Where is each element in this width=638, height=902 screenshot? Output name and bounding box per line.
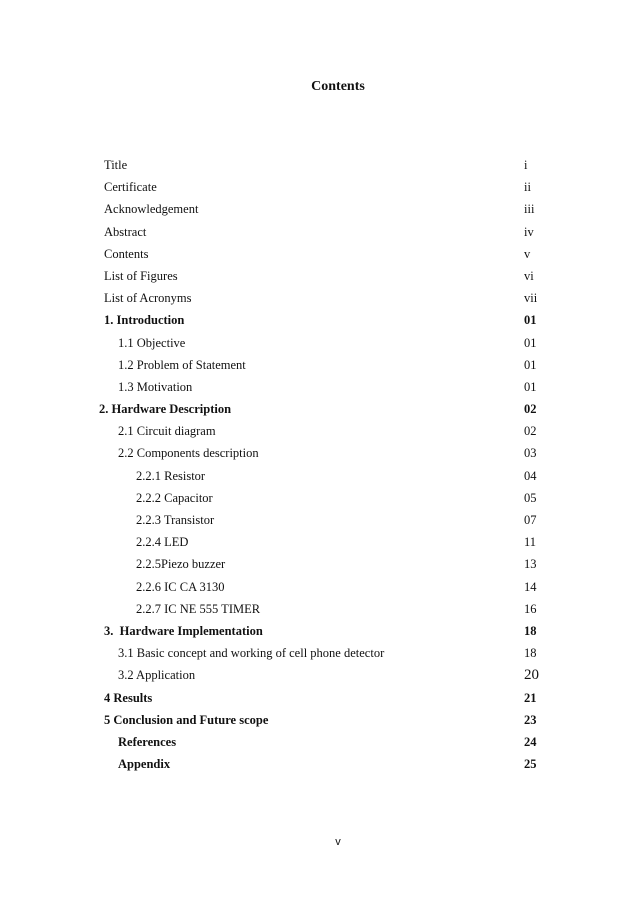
toc-entry-label: 2.2.1 Resistor <box>136 468 206 483</box>
toc-entry-label: 2.2 Components description <box>118 446 259 461</box>
toc-entry-page: iii <box>524 202 535 217</box>
toc-entry-page: 18 <box>524 646 537 661</box>
toc-entry-label: 2.2.6 IC CA 3130 <box>136 579 225 594</box>
toc-entry-acknowledgement <box>0 198 638 220</box>
toc-entry-label: 4 Results <box>104 690 153 705</box>
toc-entry-page: vi <box>524 268 534 283</box>
toc-entry-label: 3.2 Application <box>118 668 196 683</box>
toc-entry-label: 3. Hardware Implementation <box>104 623 263 638</box>
toc-entry-circuit-diagram <box>0 420 638 442</box>
toc-entry-page: 13 <box>524 557 537 572</box>
toc-entry-page: 01 <box>524 335 537 350</box>
toc-entry-appendix <box>0 753 638 775</box>
toc-entry-piezo-buzzer <box>0 553 638 575</box>
toc-entry-page: 02 <box>524 402 537 417</box>
toc-entry-references <box>0 731 638 753</box>
toc-entry-hardware-implementation <box>0 620 638 642</box>
toc-entry-page: 04 <box>524 468 537 483</box>
toc-entry-label: 1.2 Problem of Statement <box>118 357 246 372</box>
toc-entry-label: 3.1 Basic concept and working of cell phone detector <box>118 646 385 661</box>
toc-entry-transistor <box>0 509 638 531</box>
toc-entry-page: 23 <box>524 712 537 727</box>
toc-entry-contents <box>0 243 638 265</box>
toc-entry-page: 02 <box>524 424 537 439</box>
toc-entry-page: 16 <box>524 601 537 616</box>
toc-entry-page: 21 <box>524 690 537 705</box>
toc-entry-problem-of-statement <box>0 354 638 376</box>
toc-entry-capacitor <box>0 487 638 509</box>
toc-entry-led <box>0 531 638 553</box>
toc-entry-page: ii <box>524 180 531 195</box>
toc-entry-label: Acknowledgement <box>104 202 199 217</box>
toc-entry-page: 07 <box>524 513 537 527</box>
toc-entry-label: 1.1 Objective <box>118 335 186 350</box>
toc-entry-label: 2.2.3 Transistor <box>136 513 215 527</box>
toc-entry-page: vii <box>524 291 538 306</box>
toc-entry-page: 11 <box>524 535 537 550</box>
toc-entry-label: Contents <box>104 246 149 261</box>
toc-entry-label: 2.2.2 Capacitor <box>136 490 213 505</box>
toc-entry-label: List of Acronyms <box>104 291 192 306</box>
toc-entry-label: Certificate <box>104 180 157 195</box>
toc-entry-label: 2.2.7 IC NE 555 TIMER <box>136 601 261 616</box>
toc-entry-hardware-description <box>0 398 638 420</box>
toc-entry-label: 2. Hardware Description <box>99 402 232 417</box>
toc-entry-label: References <box>118 734 177 749</box>
toc-entry-page: iv <box>524 224 534 239</box>
toc-entry-page: 01 <box>524 357 537 372</box>
toc-entry-label: List of Figures <box>104 268 178 283</box>
page-title: Contents <box>311 79 365 94</box>
toc-entry-label: 1.3 Motivation <box>118 379 193 394</box>
toc-entry-page: 01 <box>524 379 537 394</box>
toc-entry-list-of-figures <box>0 265 638 287</box>
toc-entry-label: 2.2.5Piezo buzzer <box>136 557 226 572</box>
toc-entry-page: 01 <box>524 313 537 328</box>
toc-entry-page: i <box>524 158 528 172</box>
toc-entry-page: 05 <box>524 490 537 505</box>
toc-entry-objective <box>0 332 638 354</box>
table-of-contents <box>0 154 638 775</box>
toc-entry-page: v <box>524 246 531 261</box>
toc-entry-page: 24 <box>524 734 537 749</box>
toc-entry-basic-concept <box>0 642 638 664</box>
toc-entry-label: Title <box>104 158 128 172</box>
toc-entry-page: 03 <box>524 446 537 461</box>
toc-entry-page: 20 <box>524 667 539 684</box>
toc-entry-conclusion <box>0 709 638 731</box>
toc-entry-label: 2.2.4 LED <box>136 535 189 550</box>
toc-entry-label: 2.1 Circuit diagram <box>118 424 216 439</box>
toc-entry-components-description <box>0 442 638 464</box>
toc-entry-certificate <box>0 176 638 198</box>
toc-entry-ic-ne-555-timer <box>0 598 638 620</box>
toc-entry-label: Abstract <box>104 224 147 239</box>
toc-entry-page: 14 <box>524 579 537 594</box>
toc-entry-list-of-acronyms <box>0 287 638 309</box>
toc-entry-label: 5 Conclusion and Future scope <box>104 712 269 727</box>
toc-entry-abstract <box>0 221 638 243</box>
toc-entry-results <box>0 687 638 709</box>
toc-entry-title <box>0 154 638 176</box>
toc-entry-label: Appendix <box>118 757 171 772</box>
toc-entry-motivation <box>0 376 638 398</box>
toc-entry-label: 1. Introduction <box>104 313 185 328</box>
toc-entry-page: 25 <box>524 757 537 772</box>
toc-entry-application <box>0 664 638 686</box>
toc-entry-introduction <box>0 309 638 331</box>
toc-entry-ic-ca-3130 <box>0 576 638 598</box>
page-number: v <box>335 836 341 848</box>
toc-entry-page: 18 <box>524 623 537 638</box>
toc-entry-resistor <box>0 465 638 487</box>
